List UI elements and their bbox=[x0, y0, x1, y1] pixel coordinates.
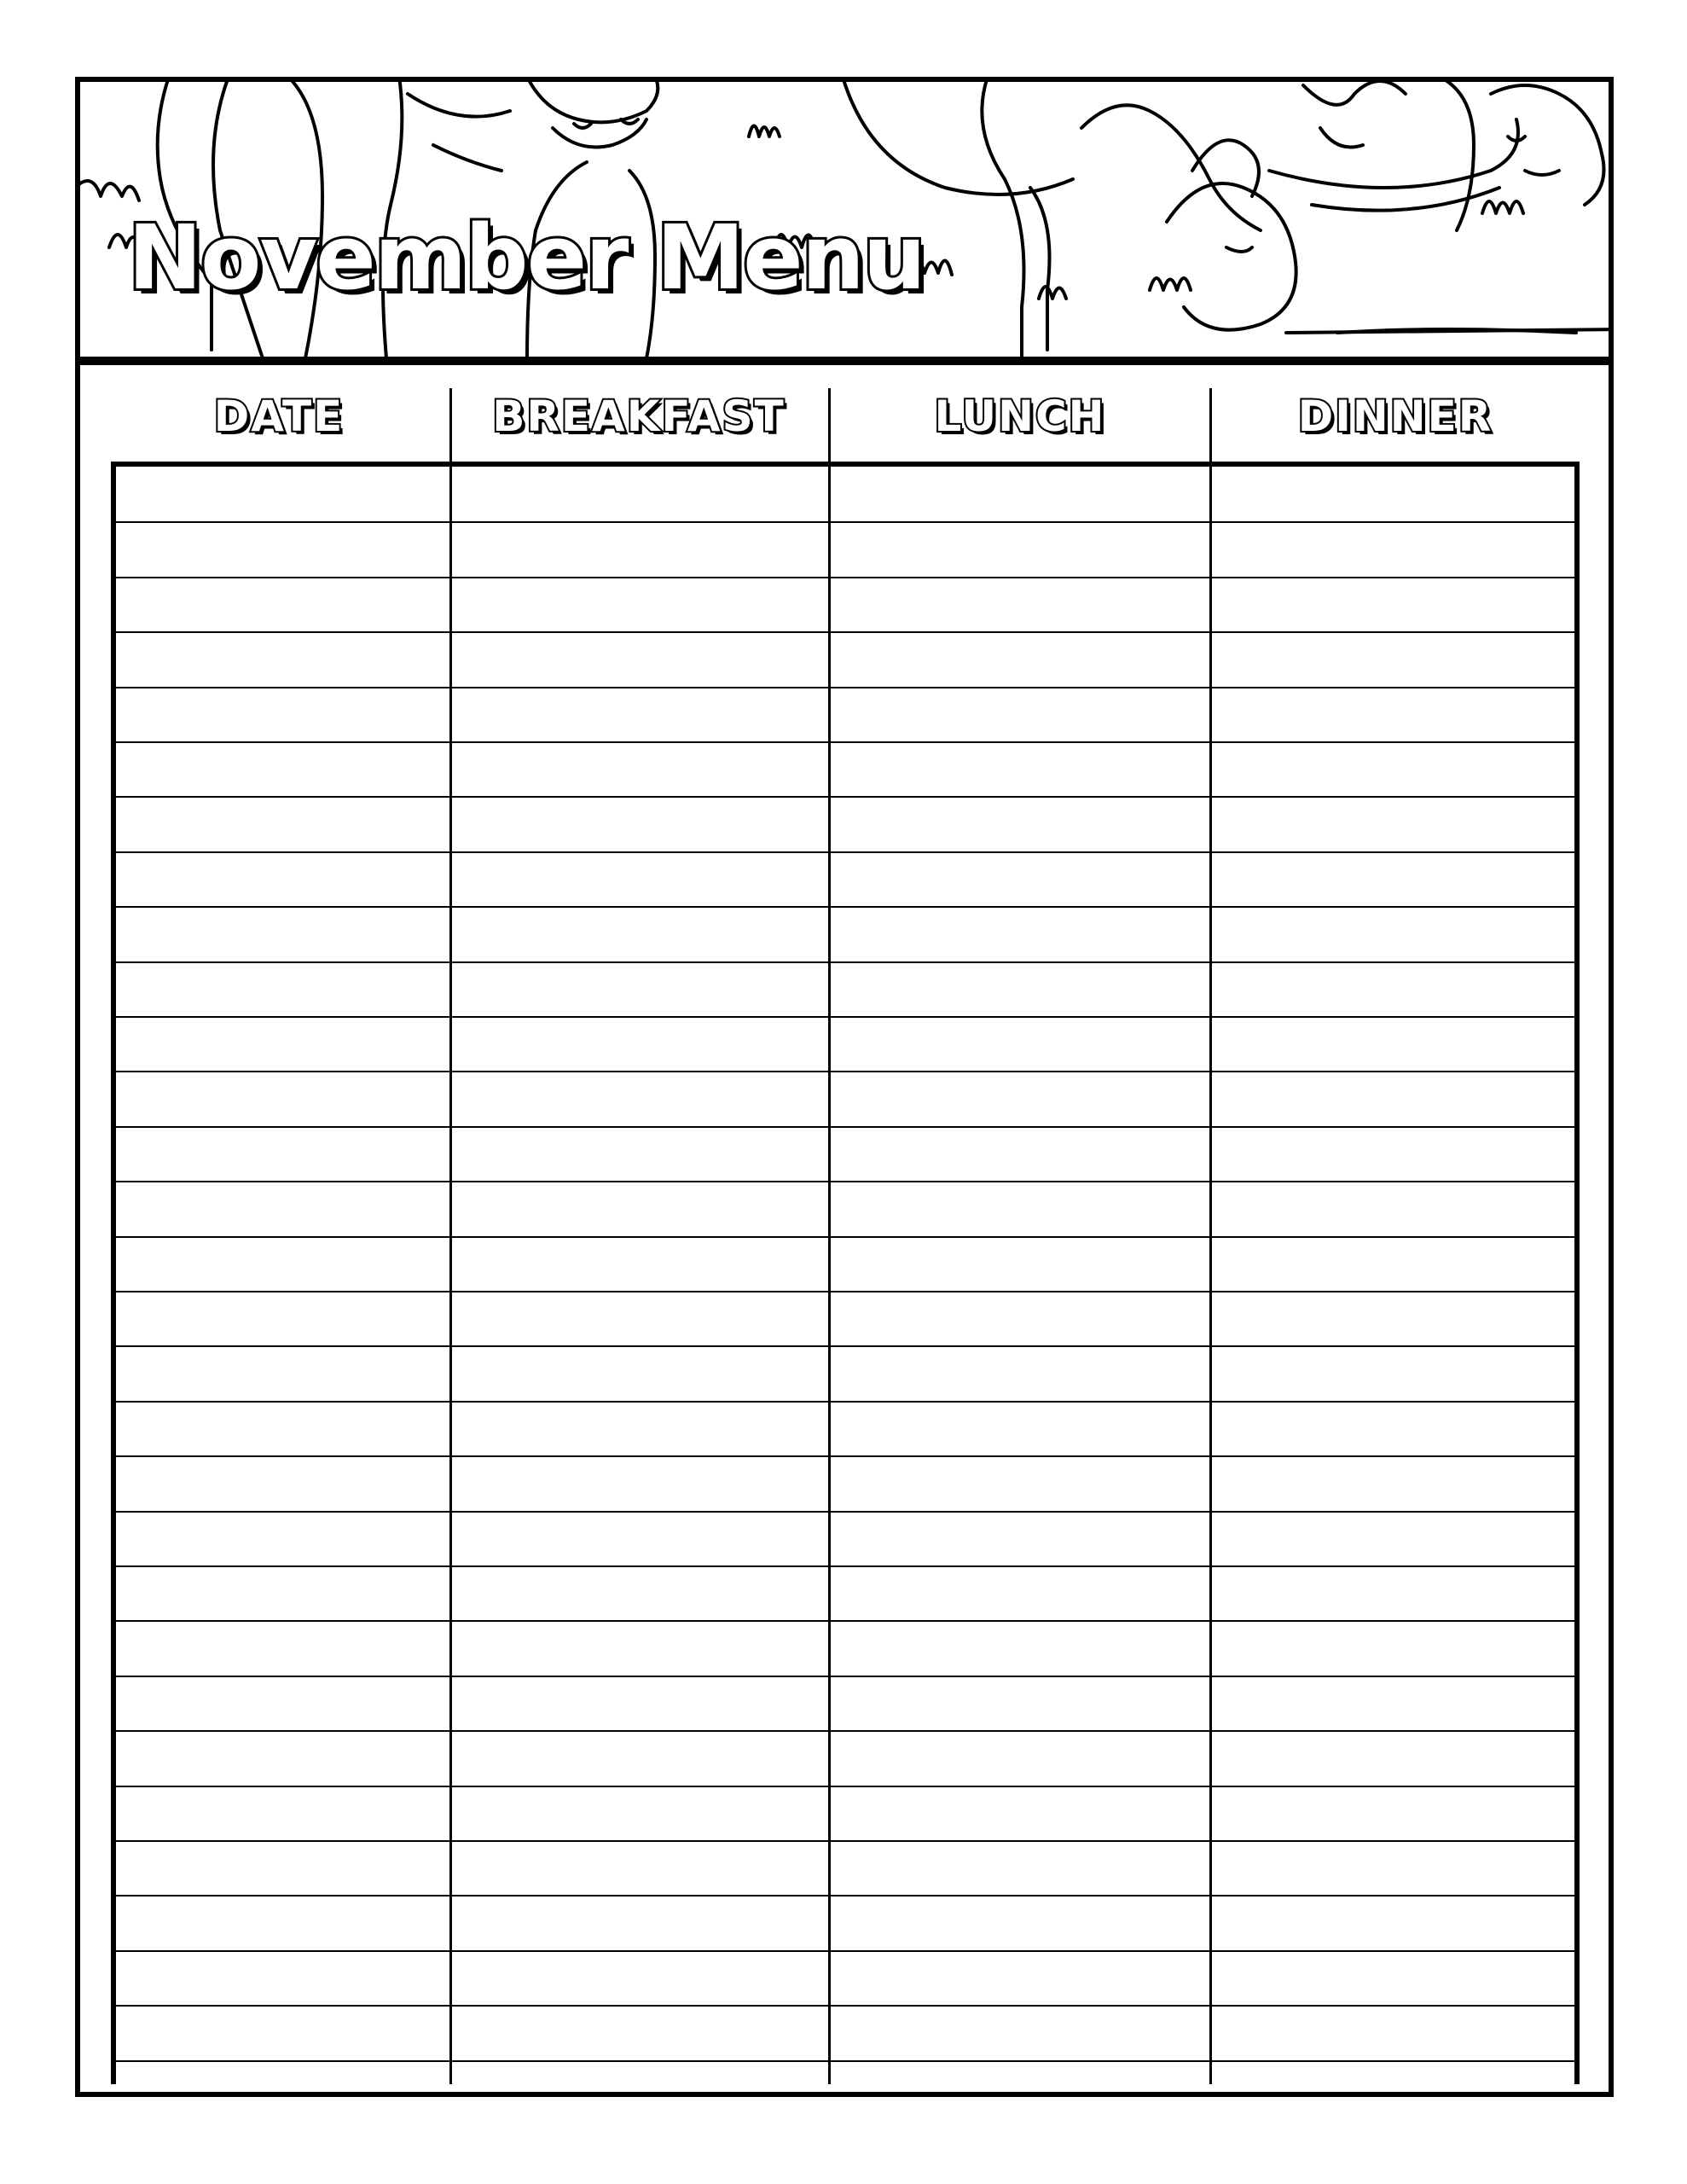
table-row bbox=[116, 1236, 1574, 1238]
table-row bbox=[116, 1676, 1574, 1677]
table-row bbox=[116, 631, 1574, 633]
header-column-divider bbox=[1209, 388, 1212, 465]
table-row bbox=[116, 1181, 1574, 1182]
table-row bbox=[116, 2005, 1574, 2007]
column-divider-breakfast bbox=[828, 467, 831, 2084]
column-divider-date bbox=[449, 467, 452, 2084]
column-header-date: DATE bbox=[213, 392, 345, 441]
table-row bbox=[116, 577, 1574, 578]
header-divider bbox=[75, 357, 1614, 365]
menu-table-rows bbox=[116, 467, 1574, 2084]
column-header-lunch: LUNCH bbox=[934, 392, 1106, 441]
table-row bbox=[116, 687, 1574, 688]
header-column-divider bbox=[828, 388, 831, 465]
menu-table bbox=[111, 462, 1580, 2084]
table-row bbox=[116, 1895, 1574, 1896]
table-row bbox=[116, 961, 1574, 963]
table-row bbox=[116, 1071, 1574, 1072]
table-row bbox=[116, 1345, 1574, 1347]
table-row bbox=[116, 1620, 1574, 1622]
table-row bbox=[116, 851, 1574, 853]
table-row bbox=[116, 796, 1574, 798]
column-divider-lunch bbox=[1209, 467, 1212, 2084]
column-header-breakfast: BREAKFAST bbox=[492, 392, 786, 441]
table-row bbox=[116, 1126, 1574, 1128]
page-title: November Menu bbox=[128, 206, 925, 310]
table-row bbox=[116, 1455, 1574, 1457]
table-row bbox=[116, 1016, 1574, 1018]
table-row bbox=[116, 521, 1574, 523]
table-row bbox=[116, 1401, 1574, 1403]
column-header-dinner: DINNER bbox=[1297, 392, 1493, 441]
table-row bbox=[116, 1840, 1574, 1842]
table-row bbox=[116, 1565, 1574, 1567]
table-row bbox=[116, 741, 1574, 743]
table-row bbox=[116, 2060, 1574, 2062]
header-column-divider bbox=[449, 388, 452, 465]
table-row bbox=[116, 1730, 1574, 1732]
table-row bbox=[116, 1786, 1574, 1787]
table-row bbox=[116, 906, 1574, 908]
table-row bbox=[116, 1950, 1574, 1952]
table-row bbox=[116, 1291, 1574, 1292]
table-row bbox=[116, 1511, 1574, 1513]
